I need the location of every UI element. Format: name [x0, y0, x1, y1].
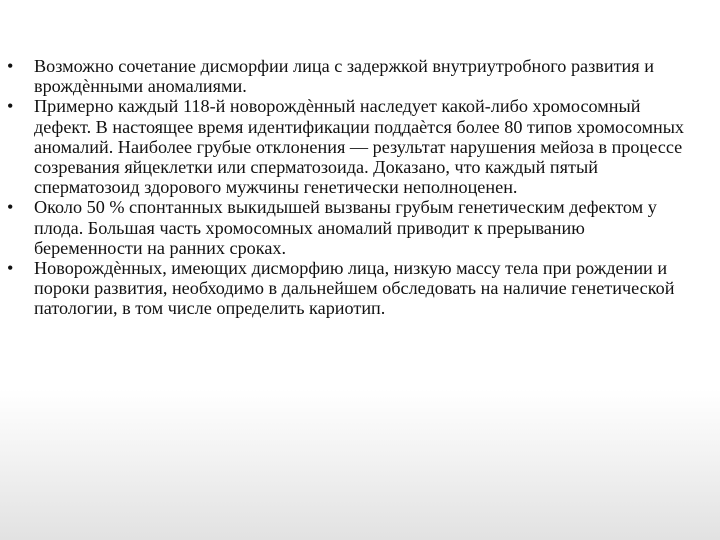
- bullet-text: Новорождѐнных, имеющих дисморфию лица, низкую массу тела при рождении и пороки развития, необходимо в дальнейшем обследовать на наличие генетической патологии, в том числе определить кариотип.: [34, 258, 675, 319]
- bullet-icon: •: [7, 258, 14, 279]
- bullet-icon: •: [7, 56, 14, 76]
- bullet-item: [6, 258, 696, 319]
- bullet-item: [6, 56, 696, 96]
- bullet-text: Около 50 % спонтанных выкидышей вызваны грубым генетическим дефектом у плода. Большая часть хромосомных аномалий приводит к прерыванию беременности на ранних сроках.: [34, 197, 657, 258]
- bullet-text: Примерно каждый 118-й новорождѐнный наследует какой-либо хромосомный дефект. В настоящее время идентификации поддаѐтся более 80 типов хромосомных аномалий. Наиболее грубые отклонения — результат нарушения мейоза в процессе созревания яйцеклетки или сперматозоида. Доказано, что каждый пятый сперматозоид здорового мужчины генетически неполноценен.: [34, 96, 685, 198]
- bullet-list: [6, 56, 696, 319]
- bullet-item: [6, 96, 696, 197]
- bullet-icon: •: [7, 197, 14, 218]
- bullet-item: [6, 197, 696, 258]
- bullet-text: Возможно сочетание дисморфии лица с задержкой внутриутробного развития и врождѐнными аномалиями.: [34, 56, 654, 97]
- bullet-icon: •: [7, 96, 14, 117]
